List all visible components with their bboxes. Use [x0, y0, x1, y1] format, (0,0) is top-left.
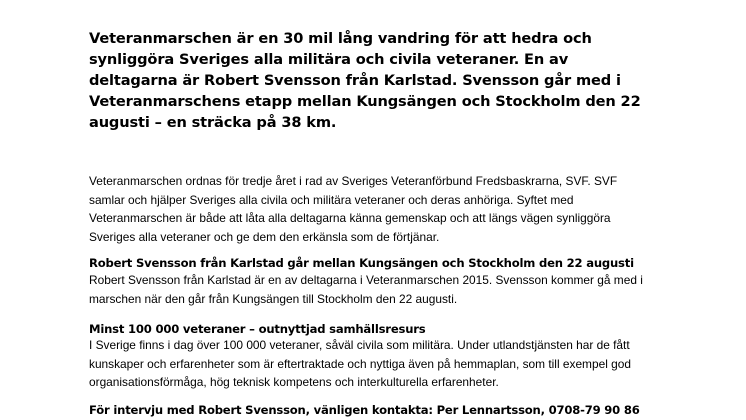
intro-paragraph: Veteranmarschen ordnas för tredje året i rad av Sveriges Veteranförbund Fredsbaskrarna, SVF. SVF samlar och hjälper Sveriges alla civila och militära veteraner och deras anhöriga. Syftet med Veteranmarschen är både att låta alla deltagarna känna gemenskap och att längs vägen synliggöra Sveriges alla veteraner och ge dem den erkänsla som de förtjänar. [89, 174, 618, 244]
lead-paragraph: Veteranmarschen är en 30 mil lång vandring för att hedra och synliggöra Sveriges alla militära och civila veteraner. En av deltagarna är Robert Svensson från Karlstad. Svensson går med i Veteranmarschens etapp mellan Kungsängen och Stockholm den 22 augusti – en sträcka på 38 km. [89, 30, 641, 131]
contact-heading: För intervju med Robert Svensson, vänligen kontakta: Per Lennartsson, 0708-79 90 86 [89, 403, 640, 417]
participant-heading: Robert Svensson från Karlstad går mellan Kungsängen och Stockholm den 22 augusti [89, 256, 634, 270]
resource-paragraph: I Sverige finns i dag över 100 000 veteraner, såväl civila som militära. Under utlandstjänsten har de fått kunskaper och erfarenheter som är eftertraktade och nyttiga även på hemmaplan, som till exempel god organisationsförmåga, hög teknisk kompetens och interkulturella erfarenheter. [89, 338, 631, 389]
participant-paragraph: Robert Svensson från Karlstad är en av deltagarna i Veteranmarschen 2015. Svensson kommer gå med i marschen när den går från Kungsängen till Stockholm den 22 augusti. [89, 273, 643, 306]
resource-heading: Minst 100 000 veteraner – outnyttjad samhällsresurs [89, 322, 426, 336]
